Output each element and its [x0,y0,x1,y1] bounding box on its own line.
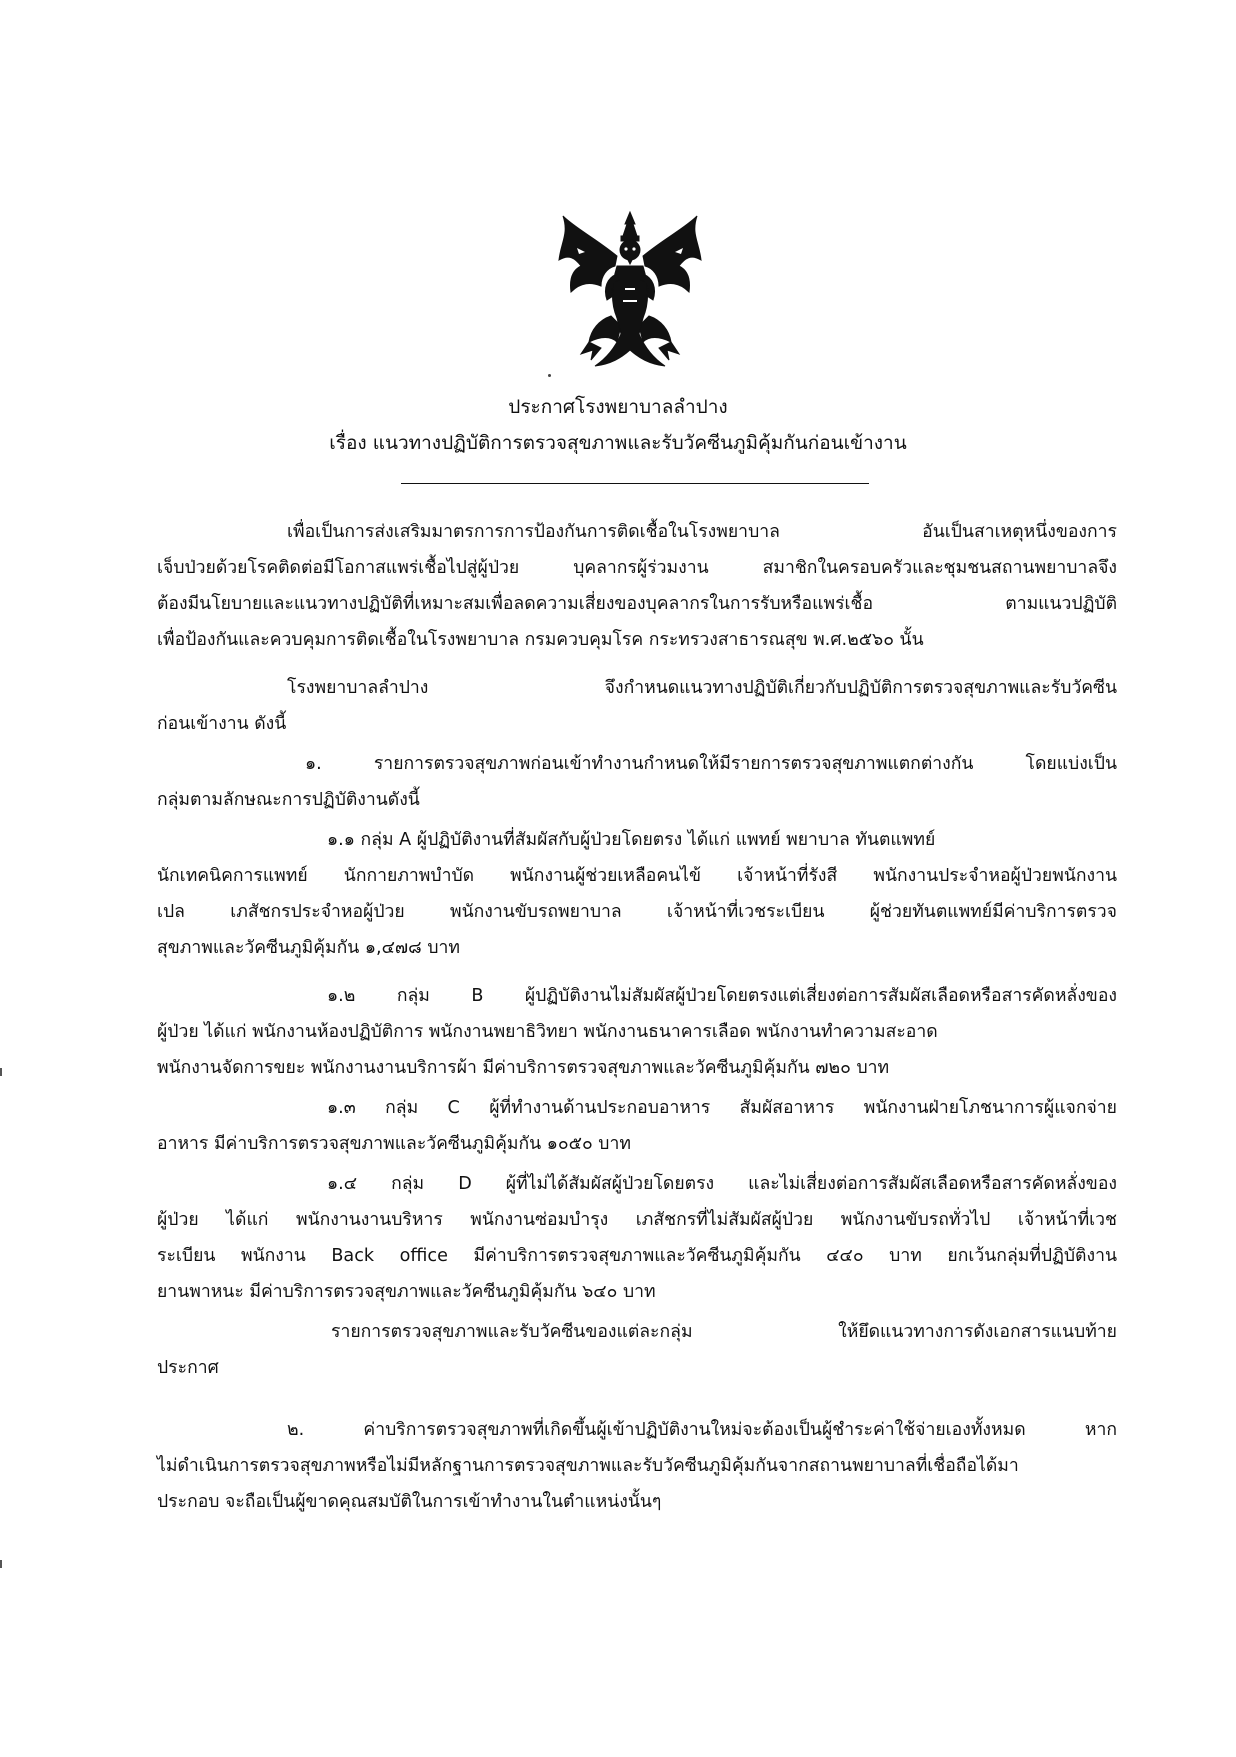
intro-paragraph [157,514,1117,658]
decision-line: ก่อนเข้างาน ดังนี้ [157,714,287,734]
scan-edge-mark [0,1068,2,1076]
scan-edge-mark [0,1560,2,1568]
group-a-line: นักเทคนิคการแพทย์ นักกายภาพบำบัด พนักงานผู้ช่วยเหลือคนไข้ เจ้าหน้าที่รังสี พนักงานประจำหอผู้ป่วยพนักงาน [157,866,1117,886]
intro-line: ต้องมีนโยบายและแนวทางปฏิบัติที่เหมาะสมเพื่อลดความเสี่ยงของบุคลากรในการรับหรือแพร่เชื้อ ตามแนวปฏิบัติ [157,594,1117,614]
item-1-line: ๑. รายการตรวจสุขภาพก่อนเข้าทำงานกำหนดให้มีรายการตรวจสุขภาพแตกต่างกัน โดยแบ่งเป็น [305,754,1117,774]
group-b-line: ๑.๒ กลุ่ม B ผู้ปฏิบัติงานไม่สัมผัสผู้ป่วยโดยตรงแต่เสี่ยงต่อการสัมผัสเลือดหรือสารคัดหลั่งของ [327,986,1117,1006]
group-c-paragraph [157,1090,1117,1162]
group-d-line: ระเบียน พนักงาน Back office มีค่าบริการตรวจสุขภาพและวัคซีนภูมิคุ้มกัน ๔๔๐ บาท ยกเว้นกลุ่มที่ปฏิบัติงาน [157,1246,1117,1266]
group-c-line: อาหาร มีค่าบริการตรวจสุขภาพและวัคซีนภูมิคุ้มกัน ๑๐๕๐ บาท [157,1134,631,1154]
group-b-line: ผู้ป่วย ได้แก่ พนักงานห้องปฏิบัติการ พนักงานพยาธิวิทยา พนักงานธนาคารเลือด พนักงานทำความสะอาด [157,1022,938,1042]
group-c-line: ๑.๓ กลุ่ม C ผู้ที่ทำงานด้านประกอบอาหาร สัมผัสอาหาร พนักงานฝ่ายโภชนาการผู้แจกจ่าย [327,1098,1117,1118]
item-2-line: ๒. ค่าบริการตรวจสุขภาพที่เกิดขึ้นผู้เข้าปฏิบัติงานใหม่จะต้องเป็นผู้ชำระค่าใช้จ่ายเองทั้งหมด หาก [287,1420,1117,1440]
attachment-note-line: ประกาศ [157,1358,219,1378]
item-1-line: กลุ่มตามลักษณะการปฏิบัติงานดังนี้ [157,790,420,810]
group-d-line: ๑.๔ กลุ่ม D ผู้ที่ไม่ได้สัมผัสผู้ป่วยโดยตรง และไม่เสี่ยงต่อการสัมผัสเลือดหรือสารคัดหลั่งของ [327,1174,1117,1194]
group-a-line: สุขภาพและวัคซีนภูมิคุ้มกัน ๑,๔๗๘ บาท [157,938,460,958]
group-b-paragraph [157,978,1117,1086]
group-a-line: ๑.๑ กลุ่ม A ผู้ปฏิบัติงานที่สัมผัสกับผู้ป่วยโดยตรง ได้แก่ แพทย์ พยาบาล ทันตแพทย์ [327,830,936,850]
decision-line: โรงพยาบาลลำปาง จึงกำหนดแนวทางปฏิบัติเกี่ยวกับปฏิบัติการตรวจสุขภาพและรับวัคซีน [287,678,1117,698]
announcement-body [157,514,1117,1520]
group-b-line: พนักงานจัดการขยะ พนักงานงานบริการผ้า มีค่าบริการตรวจสุขภาพและวัคซีนภูมิคุ้มกัน ๗๒๐ บาท [157,1058,890,1078]
group-d-paragraph [157,1166,1117,1310]
announcement-subject: เรื่อง แนวทางปฏิบัติการตรวจสุขภาพและรับวัคซีนภูมิคุ้มกันก่อนเข้างาน [329,432,907,454]
intro-line: เจ็บป่วยด้วยโรคติดต่อมีโอกาสแพร่เชื้อไปสู่ผู้ป่วย บุคลากรผู้ร่วมงาน สมาชิกในครอบครัวและชุมชนสถานพยาบาลจึง [157,558,1117,578]
group-d-line: ผู้ป่วย ได้แก่ พนักงานงานบริหาร พนักงานซ่อมบำรุง เภสัชกรที่ไม่สัมผัสผู้ป่วย พนักงานขับรถทั่วไป เจ้าหน้าที่เวช [157,1210,1117,1230]
attachment-note-line: รายการตรวจสุขภาพและรับวัคซีนของแต่ละกลุ่ม ให้ยึดแนวทางการดังเอกสารแนบท้าย [331,1322,1117,1342]
title-divider [401,483,869,484]
item-2-line: ประกอบ จะถือเป็นผู้ขาดคุณสมบัติในการเข้าทำงานในตำแหน่งนั้นๆ [157,1492,662,1512]
intro-line: เพื่อเป็นการส่งเสริมมาตรการการป้องกันการติดเชื้อในโรงพยาบาล อันเป็นสาเหตุหนึ่งของการ [287,522,1117,542]
announcement-title: ประกาศโรงพยาบาลลำปาง [508,396,728,418]
scan-speck [548,374,551,377]
item-2-line: ไม่ดำเนินการตรวจสุขภาพหรือไม่มีหลักฐานการตรวจสุขภาพและรับวัคซีนภูมิคุ้มกันจากสถานพยาบาลที่เชื่อถือได้มา [157,1456,1019,1476]
decision-paragraph [157,670,1117,742]
item-2-paragraph [157,1412,1117,1520]
item-1-paragraph [157,746,1117,818]
group-a-paragraph [157,822,1117,966]
garuda-emblem-icon [555,208,705,373]
intro-line: เพื่อป้องกันและควบคุมการติดเชื้อในโรงพยาบาล กรมควบคุมโรค กระทรวงสาธารณสุข พ.ศ.๒๕๖๐ นั้น [157,630,924,650]
group-d-line: ยานพาหนะ มีค่าบริการตรวจสุขภาพและวัคซีนภูมิคุ้มกัน ๖๔๐ บาท [157,1282,656,1302]
group-a-line: เปล เภสัชกรประจำหอผู้ป่วย พนักงานขับรถพยาบาล เจ้าหน้าที่เวชระเบียน ผู้ช่วยทันตแพทย์มีค่าบริการตรวจ [157,902,1117,922]
attachment-note-paragraph [157,1314,1117,1386]
